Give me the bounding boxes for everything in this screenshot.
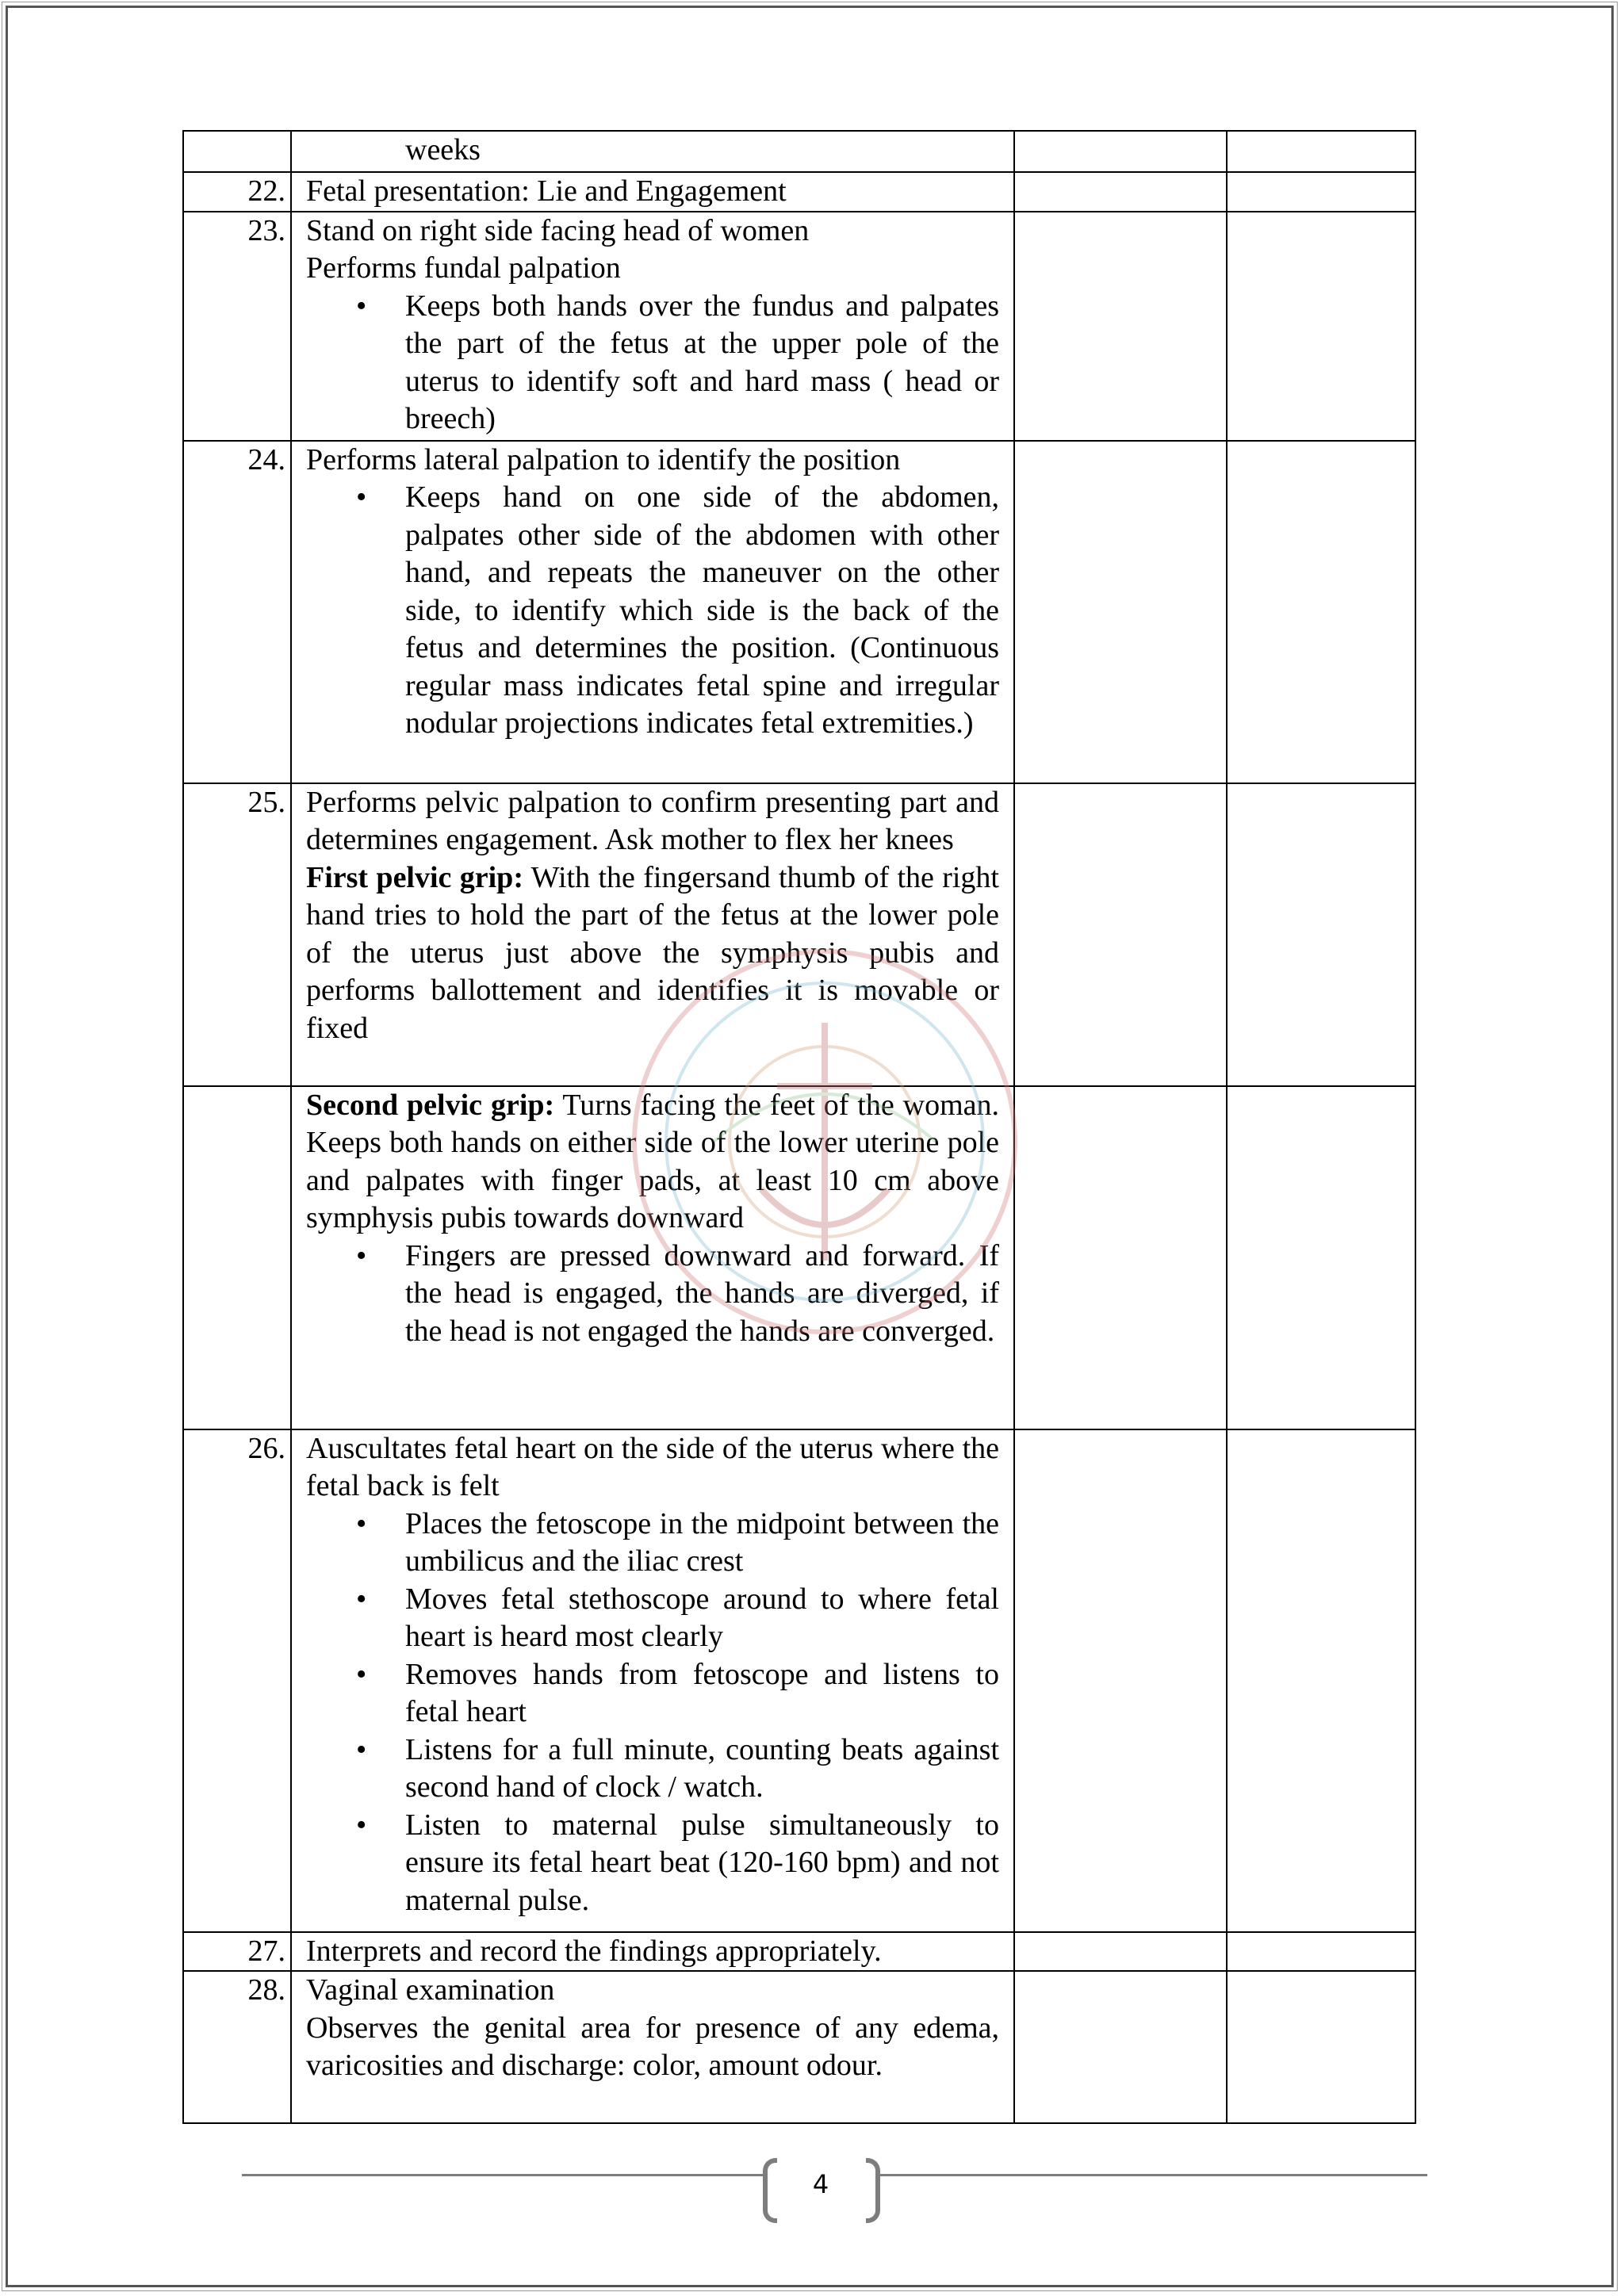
step-description: weeks	[291, 131, 1014, 172]
step-description: Performs pelvic palpation to confirm presenting part and determines engagement. Ask mother to flex her knees First pelvic grip: With the fingersand thumb of the right hand tries to hold the part of the fetus at the lower pole of the uterus just above the symphysis pubis and performs ballottement and identifies it is movable or fixed	[291, 783, 1014, 1086]
remarks-cell	[1227, 1086, 1415, 1429]
table-row	[183, 131, 1415, 172]
remarks-cell	[1227, 441, 1415, 783]
table-row	[183, 1429, 1415, 1932]
step-description: Auscultates fetal heart on the side of the uterus where the fetal back is felt • Places the fetoscope in the midpoint between the umbilicus and the iliac crest • Moves fetal stethoscope around to where fetal heart is heard most clearly • Removes hands from fetoscope and listens to fetal heart • Listens for a full minute, counting beats against second hand of clock / watch. • Listen to maternal pulse simultaneously to ensure its fetal heart beat (120-160 bpm) and not maternal pulse.	[291, 1429, 1014, 1932]
list-item: • Places the fetoscope in the midpoint between the umbilicus and the iliac crest	[405, 1506, 999, 1581]
list-item: • Moves fetal stethoscope around to where fetal heart is heard most clearly	[405, 1581, 999, 1656]
footer-rule-right	[880, 2174, 1427, 2176]
bullet-list	[306, 479, 999, 743]
footer-rule-left	[242, 2174, 765, 2176]
table-row	[183, 1971, 1415, 2123]
list-item: • Removes hands from fetoscope and listens to fetal heart	[405, 1656, 999, 1732]
step-description: Interprets and record the findings appropriately.	[291, 1932, 1014, 1972]
step-number: 24.	[183, 441, 291, 783]
remarks-cell	[1227, 1971, 1415, 2123]
score-cell	[1014, 212, 1227, 441]
remarks-cell	[1227, 212, 1415, 441]
score-cell	[1014, 1429, 1227, 1932]
table-row	[183, 212, 1415, 441]
step-number	[183, 1086, 291, 1429]
score-cell	[1014, 783, 1227, 1086]
table-row	[183, 783, 1415, 1086]
step-number	[183, 131, 291, 172]
remarks-cell	[1227, 1932, 1415, 1972]
grip-text: Turns facing the feet of the woman. Keeps both hands on either side of the lower uterine pole and palpates with finger pads, at least 10 cm above symphysis pubis towards downward	[306, 1088, 999, 1234]
step-description: Vaginal examination Observes the genital area for presence of any edema, varicosities and discharge: color, amount odour.	[291, 1971, 1014, 2123]
step-description: Performs lateral palpation to identify the position • Keeps hand on one side of the abdomen, palpates other side of the abdomen with other hand, and repeats the maneuver on the other side, to identify which side is the back of the fetus and determines the position. (Continuous regular mass indicates fetal spine and irregular nodular projections indicates fetal extremities.)	[291, 441, 1014, 783]
step-number: 27.	[183, 1932, 291, 1972]
bullet-list	[306, 1506, 999, 1920]
list-item: • Listen to maternal pulse simultaneously to ensure its fetal heart beat (120-160 bpm) and not maternal pulse.	[405, 1807, 999, 1920]
step-description	[291, 1086, 1014, 1429]
table-row	[183, 1086, 1415, 1429]
grip-text: With the fingersand thumb of the right hand tries to hold the part of the fetus at the lower pole of the uterus just above the symphysis pubis and performs ballottement and identifies it is movable or fixed	[306, 860, 999, 1045]
list-item: • Fingers are pressed downward and forward. If the head is engaged, the hands are diverged, if the head is not engaged the hands are converged.	[405, 1238, 999, 1351]
score-cell	[1014, 441, 1227, 783]
table-row	[183, 1932, 1415, 1972]
page-number: 4	[812, 2169, 829, 2199]
table-row	[183, 441, 1415, 783]
step-number: 28.	[183, 1971, 291, 2123]
list-item: • Keeps both hands over the fundus and palpates the part of the fetus at the upper pole of the uterus to identify soft and hard mass ( head or breech)	[405, 288, 999, 438]
score-cell	[1014, 172, 1227, 212]
list-item: • Keeps hand on one side of the abdomen, palpates other side of the abdomen with other hand, and repeats the maneuver on the other side, to identify which side is the back of the fetus and determines the position. (Continuous regular mass indicates fetal spine and irregular nodular projections indicates fetal extremities.)	[405, 479, 999, 743]
step-description: Stand on right side facing head of women Performs fundal palpation • Keeps both hands over the fundus and palpates the part of the fetus at the upper pole of the uterus to identify soft and hard mass ( head or breech)	[291, 212, 1014, 441]
step-number: 23.	[183, 212, 291, 441]
bullet-list	[306, 1238, 999, 1351]
step-number: 22.	[183, 172, 291, 212]
left-bracket-icon	[763, 2158, 777, 2223]
remarks-cell	[1227, 783, 1415, 1086]
step-number: 25.	[183, 783, 291, 1086]
bullet-list	[306, 288, 999, 438]
score-cell	[1014, 1086, 1227, 1429]
right-bracket-icon	[866, 2158, 880, 2223]
list-item: • Listens for a full minute, counting beats against second hand of clock / watch.	[405, 1732, 999, 1807]
step-number: 26.	[183, 1429, 291, 1932]
remarks-cell	[1227, 1429, 1415, 1932]
table-row	[183, 172, 1415, 212]
checklist-table	[182, 130, 1416, 2124]
grip-label: Second pelvic grip:	[306, 1088, 555, 1122]
remarks-cell	[1227, 131, 1415, 172]
step-description: Fetal presentation: Lie and Engagement	[291, 172, 1014, 212]
score-cell	[1014, 1932, 1227, 1972]
score-cell	[1014, 1971, 1227, 2123]
score-cell	[1014, 131, 1227, 172]
grip-label: First pelvic grip:	[306, 860, 523, 894]
remarks-cell	[1227, 172, 1415, 212]
